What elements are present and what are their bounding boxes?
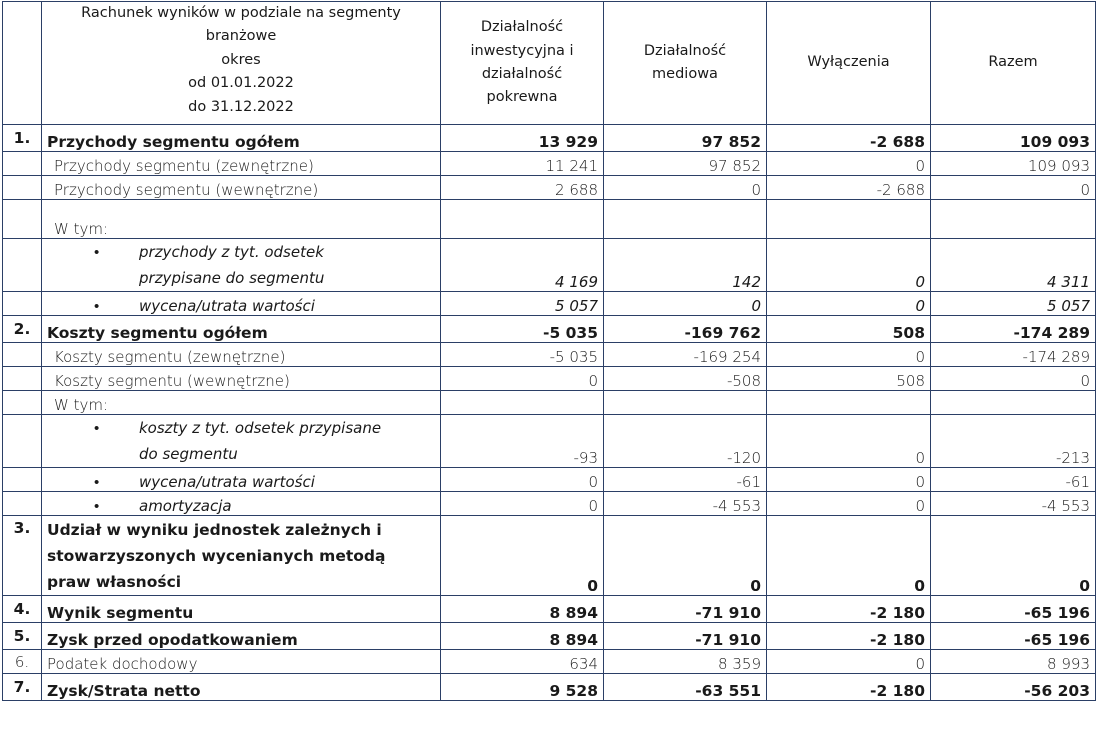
- table-title: Rachunek wyników w podziale na segmenty branżowe okres od 01.01.2022 do 31.12.2022: [42, 2, 441, 125]
- value-cell: 0: [767, 492, 931, 516]
- value-cell: 0: [931, 176, 1096, 200]
- value-cell: 4 169: [441, 239, 604, 292]
- row-index: 5.: [3, 623, 42, 650]
- table-row: [3, 176, 1096, 200]
- value-cell: 8 359: [604, 650, 767, 674]
- row-index: [3, 415, 42, 468]
- row-label: W tym:: [42, 391, 441, 415]
- value-cell: -61: [931, 468, 1096, 492]
- row-index: [3, 343, 42, 367]
- row-index: [3, 239, 42, 292]
- value-cell: 13 929: [441, 125, 604, 152]
- value-cell: 0: [767, 415, 931, 468]
- bullet-icon: •: [94, 497, 100, 515]
- value-cell: [441, 391, 604, 415]
- value-cell: 109 093: [931, 125, 1096, 152]
- value-cell: 0: [767, 468, 931, 492]
- row-label: Udział w wyniku jednostek zależnych i stowarzyszonych wycenianych metodą praw własności: [42, 516, 441, 596]
- row-label: Koszty segmentu ogółem: [42, 316, 441, 343]
- value-cell: 8 993: [931, 650, 1096, 674]
- table-header-row: [3, 2, 1096, 125]
- row-index: 3.: [3, 516, 42, 596]
- row-index: [3, 367, 42, 391]
- value-cell: 0: [441, 516, 604, 596]
- value-cell: 8 894: [441, 623, 604, 650]
- value-cell: -63 551: [604, 674, 767, 701]
- value-cell: 634: [441, 650, 604, 674]
- value-cell: 0: [767, 343, 931, 367]
- bullet-icon: •: [94, 243, 100, 261]
- value-cell: -508: [604, 367, 767, 391]
- row-label: • wycena/utrata wartości: [42, 468, 441, 492]
- value-cell: -65 196: [931, 596, 1096, 623]
- row-label: Podatek dochodowy: [42, 650, 441, 674]
- value-cell: 97 852: [604, 152, 767, 176]
- value-cell: 0: [767, 516, 931, 596]
- value-cell: -5 035: [441, 316, 604, 343]
- table-row: [3, 200, 1096, 239]
- value-cell: 0: [767, 292, 931, 316]
- value-cell: 508: [767, 316, 931, 343]
- value-cell: -2 180: [767, 623, 931, 650]
- table-row: [3, 391, 1096, 415]
- row-label: Przychody segmentu ogółem: [42, 125, 441, 152]
- value-cell: -2 180: [767, 674, 931, 701]
- row-index: 1.: [3, 125, 42, 152]
- value-cell: -169 254: [604, 343, 767, 367]
- value-cell: 8 894: [441, 596, 604, 623]
- table-row: [3, 316, 1096, 343]
- value-cell: -93: [441, 415, 604, 468]
- value-cell: 142: [604, 239, 767, 292]
- table-row: [3, 239, 1096, 292]
- row-label: Zysk przed opodatkowaniem: [42, 623, 441, 650]
- column-header-investment: Działalność inwestycyjna i działalność pokrewna: [441, 2, 604, 125]
- row-label: Zysk/Strata netto: [42, 674, 441, 701]
- value-cell: 2 688: [441, 176, 604, 200]
- value-cell: 97 852: [604, 125, 767, 152]
- bullet-icon: •: [94, 473, 100, 491]
- row-label: • przychody z tyt. odsetek przypisane do segmentu: [42, 239, 441, 292]
- table-row: [3, 623, 1096, 650]
- row-index: [3, 492, 42, 516]
- value-cell: [441, 200, 604, 239]
- row-label: Wynik segmentu: [42, 596, 441, 623]
- value-cell: -174 289: [931, 316, 1096, 343]
- row-index: [3, 152, 42, 176]
- value-cell: 0: [604, 292, 767, 316]
- value-cell: -2 180: [767, 596, 931, 623]
- column-header-media: Działalność mediowa: [604, 2, 767, 125]
- table-row: [3, 516, 1096, 596]
- bullet-icon: •: [94, 419, 100, 437]
- row-label: • koszty z tyt. odsetek przypisane do segmentu: [42, 415, 441, 468]
- value-cell: 5 057: [931, 292, 1096, 316]
- value-cell: 0: [931, 367, 1096, 391]
- value-cell: -169 762: [604, 316, 767, 343]
- value-cell: 0: [441, 492, 604, 516]
- value-cell: 11 241: [441, 152, 604, 176]
- table-row: [3, 292, 1096, 316]
- value-cell: 0: [767, 239, 931, 292]
- value-cell: -4 553: [931, 492, 1096, 516]
- row-index: 2.: [3, 316, 42, 343]
- value-cell: 0: [767, 650, 931, 674]
- value-cell: 0: [767, 152, 931, 176]
- row-label: • wycena/utrata wartości: [42, 292, 441, 316]
- row-index: [3, 200, 42, 239]
- value-cell: 109 093: [931, 152, 1096, 176]
- value-cell: -213: [931, 415, 1096, 468]
- value-cell: -71 910: [604, 596, 767, 623]
- row-index: [3, 468, 42, 492]
- value-cell: -4 553: [604, 492, 767, 516]
- row-label: Przychody segmentu (wewnętrzne): [42, 176, 441, 200]
- value-cell: -71 910: [604, 623, 767, 650]
- value-cell: -120: [604, 415, 767, 468]
- table-row: [3, 125, 1096, 152]
- row-index: [3, 391, 42, 415]
- value-cell: -61: [604, 468, 767, 492]
- table-row: [3, 674, 1096, 701]
- value-cell: 508: [767, 367, 931, 391]
- value-cell: 4 311: [931, 239, 1096, 292]
- value-cell: 0: [604, 516, 767, 596]
- table-row: [3, 367, 1096, 391]
- row-label: • amortyzacja: [42, 492, 441, 516]
- table-row: [3, 468, 1096, 492]
- value-cell: 0: [441, 367, 604, 391]
- row-index: [3, 292, 42, 316]
- value-cell: -174 289: [931, 343, 1096, 367]
- segment-results-table: [2, 1, 1096, 701]
- column-header-total: Razem: [931, 2, 1096, 125]
- value-cell: -65 196: [931, 623, 1096, 650]
- table-row: [3, 596, 1096, 623]
- table-row: [3, 343, 1096, 367]
- row-index: 4.: [3, 596, 42, 623]
- table-row: [3, 415, 1096, 468]
- value-cell: [931, 200, 1096, 239]
- table-row: [3, 492, 1096, 516]
- row-label: Koszty segmentu (zewnętrzne): [42, 343, 441, 367]
- value-cell: -56 203: [931, 674, 1096, 701]
- value-cell: 0: [931, 516, 1096, 596]
- row-label: Koszty segmentu (wewnętrzne): [42, 367, 441, 391]
- value-cell: [767, 391, 931, 415]
- table-row: [3, 152, 1096, 176]
- value-cell: -2 688: [767, 176, 931, 200]
- row-index: 7.: [3, 674, 42, 701]
- header-corner-cell: [3, 2, 42, 125]
- value-cell: [931, 391, 1096, 415]
- bullet-icon: •: [94, 297, 100, 315]
- row-index: 6.: [3, 650, 42, 674]
- value-cell: 9 528: [441, 674, 604, 701]
- value-cell: 0: [604, 176, 767, 200]
- value-cell: [604, 391, 767, 415]
- value-cell: 0: [441, 468, 604, 492]
- row-index: [3, 176, 42, 200]
- value-cell: [604, 200, 767, 239]
- value-cell: -2 688: [767, 125, 931, 152]
- value-cell: -5 035: [441, 343, 604, 367]
- table-row: [3, 650, 1096, 674]
- row-label: W tym:: [42, 200, 441, 239]
- column-header-eliminations: Wyłączenia: [767, 2, 931, 125]
- row-label: Przychody segmentu (zewnętrzne): [42, 152, 441, 176]
- value-cell: [767, 200, 931, 239]
- value-cell: 5 057: [441, 292, 604, 316]
